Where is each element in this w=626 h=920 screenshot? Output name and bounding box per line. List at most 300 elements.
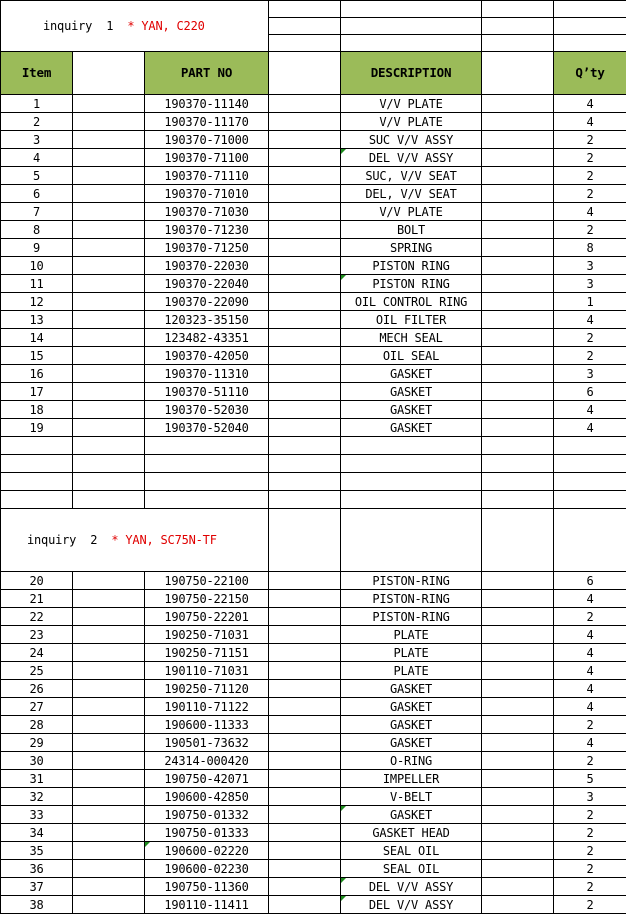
empty-cell[interactable] bbox=[482, 608, 554, 626]
empty-cell[interactable] bbox=[269, 455, 341, 473]
empty-cell[interactable] bbox=[482, 437, 554, 455]
part-no-cell[interactable]: 190750-42071 bbox=[145, 770, 269, 788]
empty-cell[interactable] bbox=[73, 52, 145, 95]
part-no-cell[interactable]: 190750-01332 bbox=[145, 806, 269, 824]
part-no-cell[interactable]: 190370-71030 bbox=[145, 203, 269, 221]
empty-cell[interactable] bbox=[482, 167, 554, 185]
item-cell[interactable]: 29 bbox=[1, 734, 73, 752]
qty-cell[interactable]: 4 bbox=[554, 734, 626, 752]
empty-cell[interactable] bbox=[73, 185, 145, 203]
empty-cell[interactable] bbox=[73, 149, 145, 167]
empty-cell[interactable] bbox=[269, 1, 341, 18]
empty-cell[interactable] bbox=[1, 455, 73, 473]
empty-cell[interactable] bbox=[269, 203, 341, 221]
description-cell[interactable]: PLATE bbox=[341, 644, 482, 662]
empty-cell[interactable] bbox=[73, 680, 145, 698]
qty-cell[interactable]: 6 bbox=[554, 572, 626, 590]
description-cell[interactable]: PISTON-RING bbox=[341, 590, 482, 608]
item-cell[interactable]: 16 bbox=[1, 365, 73, 383]
item-cell[interactable]: 36 bbox=[1, 860, 73, 878]
qty-cell[interactable]: 4 bbox=[554, 680, 626, 698]
empty-cell[interactable] bbox=[269, 365, 341, 383]
description-cell[interactable]: SEAL OIL bbox=[341, 860, 482, 878]
part-no-cell[interactable]: 190370-51110 bbox=[145, 383, 269, 401]
item-cell[interactable]: 21 bbox=[1, 590, 73, 608]
empty-cell[interactable] bbox=[482, 878, 554, 896]
qty-cell[interactable]: 2 bbox=[554, 896, 626, 914]
empty-cell[interactable] bbox=[341, 437, 482, 455]
part-no-cell[interactable]: 190600-11333 bbox=[145, 716, 269, 734]
empty-cell[interactable] bbox=[269, 275, 341, 293]
empty-cell[interactable] bbox=[269, 401, 341, 419]
part-no-cell[interactable]: 190600-02230 bbox=[145, 860, 269, 878]
description-cell[interactable]: PLATE bbox=[341, 626, 482, 644]
empty-cell[interactable] bbox=[73, 221, 145, 239]
qty-cell[interactable]: 2 bbox=[554, 149, 626, 167]
empty-cell[interactable] bbox=[482, 752, 554, 770]
empty-cell[interactable] bbox=[482, 131, 554, 149]
qty-cell[interactable]: 2 bbox=[554, 860, 626, 878]
empty-cell[interactable] bbox=[73, 275, 145, 293]
empty-cell[interactable] bbox=[269, 347, 341, 365]
empty-cell[interactable] bbox=[482, 770, 554, 788]
qty-cell[interactable]: 4 bbox=[554, 95, 626, 113]
qty-cell[interactable]: 2 bbox=[554, 329, 626, 347]
qty-cell[interactable]: 3 bbox=[554, 365, 626, 383]
empty-cell[interactable] bbox=[554, 455, 626, 473]
empty-cell[interactable] bbox=[341, 1, 482, 18]
empty-cell[interactable] bbox=[269, 626, 341, 644]
empty-cell[interactable] bbox=[269, 806, 341, 824]
empty-cell[interactable] bbox=[73, 419, 145, 437]
empty-cell[interactable] bbox=[269, 18, 341, 35]
part-no-cell[interactable]: 190250-71151 bbox=[145, 644, 269, 662]
empty-cell[interactable] bbox=[269, 698, 341, 716]
item-cell[interactable]: 34 bbox=[1, 824, 73, 842]
qty-cell[interactable]: 2 bbox=[554, 167, 626, 185]
description-cell[interactable]: GASKET HEAD bbox=[341, 824, 482, 842]
part-no-cell[interactable]: 190370-42050 bbox=[145, 347, 269, 365]
empty-cell[interactable] bbox=[554, 437, 626, 455]
part-no-cell[interactable]: 190600-42850 bbox=[145, 788, 269, 806]
empty-cell[interactable] bbox=[269, 52, 341, 95]
header-item[interactable]: Item bbox=[1, 52, 73, 95]
empty-cell[interactable] bbox=[73, 770, 145, 788]
empty-cell[interactable] bbox=[73, 383, 145, 401]
empty-cell[interactable] bbox=[269, 311, 341, 329]
description-cell[interactable]: GASKET bbox=[341, 734, 482, 752]
description-cell[interactable]: PISTON RING bbox=[341, 275, 482, 293]
empty-cell[interactable] bbox=[482, 680, 554, 698]
empty-cell[interactable] bbox=[73, 842, 145, 860]
item-cell[interactable]: 1 bbox=[1, 95, 73, 113]
qty-cell[interactable]: 6 bbox=[554, 383, 626, 401]
part-no-cell[interactable]: 123482-43351 bbox=[145, 329, 269, 347]
empty-cell[interactable] bbox=[482, 455, 554, 473]
qty-cell[interactable]: 2 bbox=[554, 716, 626, 734]
empty-cell[interactable] bbox=[1, 473, 73, 491]
qty-cell[interactable]: 4 bbox=[554, 662, 626, 680]
empty-cell[interactable] bbox=[482, 149, 554, 167]
empty-cell[interactable] bbox=[269, 644, 341, 662]
description-cell[interactable]: DEL V/V ASSY bbox=[341, 149, 482, 167]
description-cell[interactable]: GASKET bbox=[341, 806, 482, 824]
empty-cell[interactable] bbox=[482, 275, 554, 293]
empty-cell[interactable] bbox=[1, 491, 73, 509]
empty-cell[interactable] bbox=[554, 473, 626, 491]
part-no-cell[interactable]: 190370-71250 bbox=[145, 239, 269, 257]
empty-cell[interactable] bbox=[554, 18, 626, 35]
empty-cell[interactable] bbox=[73, 455, 145, 473]
item-cell[interactable]: 10 bbox=[1, 257, 73, 275]
description-cell[interactable]: OIL FILTER bbox=[341, 311, 482, 329]
item-cell[interactable]: 27 bbox=[1, 698, 73, 716]
empty-cell[interactable] bbox=[269, 257, 341, 275]
empty-cell[interactable] bbox=[341, 455, 482, 473]
description-cell[interactable]: PISTON RING bbox=[341, 257, 482, 275]
empty-cell[interactable] bbox=[269, 185, 341, 203]
description-cell[interactable]: BOLT bbox=[341, 221, 482, 239]
description-cell[interactable]: MECH SEAL bbox=[341, 329, 482, 347]
qty-cell[interactable]: 2 bbox=[554, 806, 626, 824]
empty-cell[interactable] bbox=[73, 95, 145, 113]
empty-cell[interactable] bbox=[73, 896, 145, 914]
part-no-cell[interactable]: 190370-71010 bbox=[145, 185, 269, 203]
qty-cell[interactable]: 3 bbox=[554, 788, 626, 806]
item-cell[interactable]: 20 bbox=[1, 572, 73, 590]
empty-cell[interactable] bbox=[269, 590, 341, 608]
empty-cell[interactable] bbox=[482, 293, 554, 311]
empty-cell[interactable] bbox=[482, 644, 554, 662]
empty-cell[interactable] bbox=[73, 329, 145, 347]
item-cell[interactable]: 5 bbox=[1, 167, 73, 185]
empty-cell[interactable] bbox=[482, 860, 554, 878]
empty-cell[interactable] bbox=[73, 860, 145, 878]
inquiry-1-title-cell[interactable] bbox=[1, 1, 269, 52]
empty-cell[interactable] bbox=[482, 311, 554, 329]
empty-cell[interactable] bbox=[269, 572, 341, 590]
qty-cell[interactable]: 2 bbox=[554, 131, 626, 149]
item-cell[interactable]: 15 bbox=[1, 347, 73, 365]
item-cell[interactable]: 6 bbox=[1, 185, 73, 203]
part-no-cell[interactable]: 190370-71230 bbox=[145, 221, 269, 239]
empty-cell[interactable] bbox=[269, 383, 341, 401]
description-cell[interactable]: GASKET bbox=[341, 680, 482, 698]
empty-cell[interactable] bbox=[145, 491, 269, 509]
part-no-cell[interactable]: 190501-73632 bbox=[145, 734, 269, 752]
empty-cell[interactable] bbox=[269, 131, 341, 149]
part-no-cell[interactable]: 190600-02220 bbox=[145, 842, 269, 860]
empty-cell[interactable] bbox=[341, 35, 482, 52]
empty-cell[interactable] bbox=[73, 437, 145, 455]
empty-cell[interactable] bbox=[482, 824, 554, 842]
item-cell[interactable]: 37 bbox=[1, 878, 73, 896]
description-cell[interactable]: OIL SEAL bbox=[341, 347, 482, 365]
empty-cell[interactable] bbox=[482, 221, 554, 239]
empty-cell[interactable] bbox=[482, 365, 554, 383]
item-cell[interactable]: 14 bbox=[1, 329, 73, 347]
description-cell[interactable]: GASKET bbox=[341, 401, 482, 419]
empty-cell[interactable] bbox=[554, 35, 626, 52]
empty-cell[interactable] bbox=[269, 293, 341, 311]
empty-cell[interactable] bbox=[73, 698, 145, 716]
empty-cell[interactable] bbox=[73, 608, 145, 626]
empty-cell[interactable] bbox=[482, 806, 554, 824]
header-part-no[interactable]: PART NO bbox=[145, 52, 269, 95]
empty-cell[interactable] bbox=[482, 896, 554, 914]
empty-cell[interactable] bbox=[73, 824, 145, 842]
item-cell[interactable]: 13 bbox=[1, 311, 73, 329]
empty-cell[interactable] bbox=[145, 455, 269, 473]
description-cell[interactable]: PLATE bbox=[341, 662, 482, 680]
qty-cell[interactable]: 8 bbox=[554, 239, 626, 257]
empty-cell[interactable] bbox=[73, 293, 145, 311]
description-cell[interactable]: DEL, V/V SEAT bbox=[341, 185, 482, 203]
description-cell[interactable]: GASKET bbox=[341, 383, 482, 401]
empty-cell[interactable] bbox=[482, 329, 554, 347]
empty-cell[interactable] bbox=[73, 347, 145, 365]
empty-cell[interactable] bbox=[269, 824, 341, 842]
empty-cell[interactable] bbox=[269, 860, 341, 878]
empty-cell[interactable] bbox=[269, 770, 341, 788]
empty-cell[interactable] bbox=[269, 221, 341, 239]
empty-cell[interactable] bbox=[269, 608, 341, 626]
qty-cell[interactable]: 4 bbox=[554, 203, 626, 221]
empty-cell[interactable] bbox=[73, 734, 145, 752]
part-no-cell[interactable]: 190370-52040 bbox=[145, 419, 269, 437]
empty-cell[interactable] bbox=[269, 473, 341, 491]
empty-cell[interactable] bbox=[482, 491, 554, 509]
item-cell[interactable]: 8 bbox=[1, 221, 73, 239]
empty-cell[interactable] bbox=[482, 18, 554, 35]
qty-cell[interactable]: 2 bbox=[554, 824, 626, 842]
part-no-cell[interactable]: 190750-11360 bbox=[145, 878, 269, 896]
empty-cell[interactable] bbox=[482, 113, 554, 131]
empty-cell[interactable] bbox=[482, 473, 554, 491]
empty-cell[interactable] bbox=[269, 734, 341, 752]
description-cell[interactable]: GASKET bbox=[341, 419, 482, 437]
empty-cell[interactable] bbox=[1, 437, 73, 455]
description-cell[interactable]: PISTON-RING bbox=[341, 572, 482, 590]
empty-cell[interactable] bbox=[554, 509, 626, 572]
empty-cell[interactable] bbox=[269, 509, 341, 572]
item-cell[interactable]: 28 bbox=[1, 716, 73, 734]
empty-cell[interactable] bbox=[269, 329, 341, 347]
qty-cell[interactable]: 2 bbox=[554, 842, 626, 860]
item-cell[interactable]: 11 bbox=[1, 275, 73, 293]
empty-cell[interactable] bbox=[269, 752, 341, 770]
part-no-cell[interactable]: 190110-71122 bbox=[145, 698, 269, 716]
part-no-cell[interactable]: 190370-11170 bbox=[145, 113, 269, 131]
part-no-cell[interactable]: 190750-22201 bbox=[145, 608, 269, 626]
description-cell[interactable]: DEL V/V ASSY bbox=[341, 878, 482, 896]
empty-cell[interactable] bbox=[73, 572, 145, 590]
empty-cell[interactable] bbox=[269, 35, 341, 52]
empty-cell[interactable] bbox=[73, 644, 145, 662]
empty-cell[interactable] bbox=[341, 473, 482, 491]
empty-cell[interactable] bbox=[482, 716, 554, 734]
empty-cell[interactable] bbox=[482, 662, 554, 680]
description-cell[interactable]: SUC, V/V SEAT bbox=[341, 167, 482, 185]
item-cell[interactable]: 22 bbox=[1, 608, 73, 626]
empty-cell[interactable] bbox=[73, 878, 145, 896]
description-cell[interactable]: OIL CONTROL RING bbox=[341, 293, 482, 311]
description-cell[interactable]: GASKET bbox=[341, 365, 482, 383]
empty-cell[interactable] bbox=[269, 680, 341, 698]
qty-cell[interactable]: 4 bbox=[554, 113, 626, 131]
empty-cell[interactable] bbox=[482, 257, 554, 275]
qty-cell[interactable]: 4 bbox=[554, 419, 626, 437]
item-cell[interactable]: 38 bbox=[1, 896, 73, 914]
qty-cell[interactable]: 3 bbox=[554, 257, 626, 275]
empty-cell[interactable] bbox=[73, 473, 145, 491]
description-cell[interactable]: DEL V/V ASSY bbox=[341, 896, 482, 914]
empty-cell[interactable] bbox=[482, 419, 554, 437]
header-description[interactable]: DESCRIPTION bbox=[341, 52, 482, 95]
empty-cell[interactable] bbox=[73, 401, 145, 419]
empty-cell[interactable] bbox=[269, 113, 341, 131]
empty-cell[interactable] bbox=[482, 35, 554, 52]
empty-cell[interactable] bbox=[482, 185, 554, 203]
empty-cell[interactable] bbox=[145, 437, 269, 455]
empty-cell[interactable] bbox=[73, 131, 145, 149]
empty-cell[interactable] bbox=[482, 842, 554, 860]
empty-cell[interactable] bbox=[73, 257, 145, 275]
empty-cell[interactable] bbox=[482, 698, 554, 716]
empty-cell[interactable] bbox=[73, 311, 145, 329]
empty-cell[interactable] bbox=[482, 734, 554, 752]
empty-cell[interactable] bbox=[482, 626, 554, 644]
item-cell[interactable]: 25 bbox=[1, 662, 73, 680]
empty-cell[interactable] bbox=[269, 239, 341, 257]
part-no-cell[interactable]: 190750-22100 bbox=[145, 572, 269, 590]
part-no-cell[interactable]: 190370-22090 bbox=[145, 293, 269, 311]
empty-cell[interactable] bbox=[482, 383, 554, 401]
qty-cell[interactable]: 2 bbox=[554, 185, 626, 203]
item-cell[interactable]: 3 bbox=[1, 131, 73, 149]
item-cell[interactable]: 4 bbox=[1, 149, 73, 167]
description-cell[interactable]: V-BELT bbox=[341, 788, 482, 806]
empty-cell[interactable] bbox=[482, 95, 554, 113]
item-cell[interactable]: 12 bbox=[1, 293, 73, 311]
item-cell[interactable]: 31 bbox=[1, 770, 73, 788]
empty-cell[interactable] bbox=[341, 509, 482, 572]
empty-cell[interactable] bbox=[554, 1, 626, 18]
empty-cell[interactable] bbox=[269, 662, 341, 680]
empty-cell[interactable] bbox=[482, 347, 554, 365]
item-cell[interactable]: 2 bbox=[1, 113, 73, 131]
item-cell[interactable]: 30 bbox=[1, 752, 73, 770]
empty-cell[interactable] bbox=[269, 896, 341, 914]
item-cell[interactable]: 26 bbox=[1, 680, 73, 698]
empty-cell[interactable] bbox=[482, 239, 554, 257]
qty-cell[interactable]: 4 bbox=[554, 626, 626, 644]
qty-cell[interactable]: 3 bbox=[554, 275, 626, 293]
empty-cell[interactable] bbox=[482, 401, 554, 419]
description-cell[interactable]: SEAL OIL bbox=[341, 842, 482, 860]
qty-cell[interactable]: 2 bbox=[554, 608, 626, 626]
item-cell[interactable]: 18 bbox=[1, 401, 73, 419]
header-qty[interactable]: Q’ty bbox=[554, 52, 626, 95]
description-cell[interactable]: GASKET bbox=[341, 698, 482, 716]
empty-cell[interactable] bbox=[482, 509, 554, 572]
empty-cell[interactable] bbox=[269, 491, 341, 509]
empty-cell[interactable] bbox=[341, 491, 482, 509]
empty-cell[interactable] bbox=[269, 149, 341, 167]
item-cell[interactable]: 23 bbox=[1, 626, 73, 644]
empty-cell[interactable] bbox=[73, 752, 145, 770]
empty-cell[interactable] bbox=[269, 878, 341, 896]
part-no-cell[interactable]: 190370-71000 bbox=[145, 131, 269, 149]
qty-cell[interactable]: 2 bbox=[554, 752, 626, 770]
qty-cell[interactable]: 1 bbox=[554, 293, 626, 311]
empty-cell[interactable] bbox=[73, 203, 145, 221]
item-cell[interactable]: 35 bbox=[1, 842, 73, 860]
empty-cell[interactable] bbox=[73, 491, 145, 509]
description-cell[interactable]: IMPELLER bbox=[341, 770, 482, 788]
description-cell[interactable]: GASKET bbox=[341, 716, 482, 734]
empty-cell[interactable] bbox=[269, 437, 341, 455]
item-cell[interactable]: 33 bbox=[1, 806, 73, 824]
part-no-cell[interactable]: 190750-01333 bbox=[145, 824, 269, 842]
part-no-cell[interactable]: 190370-11140 bbox=[145, 95, 269, 113]
empty-cell[interactable] bbox=[73, 365, 145, 383]
empty-cell[interactable] bbox=[482, 788, 554, 806]
description-cell[interactable]: O-RING bbox=[341, 752, 482, 770]
empty-cell[interactable] bbox=[269, 842, 341, 860]
part-no-cell[interactable]: 190370-71100 bbox=[145, 149, 269, 167]
item-cell[interactable]: 7 bbox=[1, 203, 73, 221]
qty-cell[interactable]: 4 bbox=[554, 401, 626, 419]
item-cell[interactable]: 9 bbox=[1, 239, 73, 257]
empty-cell[interactable] bbox=[269, 716, 341, 734]
part-no-cell[interactable]: 190110-11411 bbox=[145, 896, 269, 914]
item-cell[interactable]: 19 bbox=[1, 419, 73, 437]
description-cell[interactable]: V/V PLATE bbox=[341, 95, 482, 113]
empty-cell[interactable] bbox=[73, 113, 145, 131]
qty-cell[interactable]: 4 bbox=[554, 590, 626, 608]
empty-cell[interactable] bbox=[73, 716, 145, 734]
empty-cell[interactable] bbox=[341, 18, 482, 35]
part-no-cell[interactable]: 190370-71110 bbox=[145, 167, 269, 185]
empty-cell[interactable] bbox=[482, 52, 554, 95]
part-no-cell[interactable]: 190370-22040 bbox=[145, 275, 269, 293]
part-no-cell[interactable]: 190370-52030 bbox=[145, 401, 269, 419]
part-no-cell[interactable]: 190370-11310 bbox=[145, 365, 269, 383]
part-no-cell[interactable]: 24314-000420 bbox=[145, 752, 269, 770]
empty-cell[interactable] bbox=[269, 419, 341, 437]
qty-cell[interactable]: 4 bbox=[554, 311, 626, 329]
empty-cell[interactable] bbox=[73, 806, 145, 824]
part-no-cell[interactable]: 190110-71031 bbox=[145, 662, 269, 680]
empty-cell[interactable] bbox=[482, 572, 554, 590]
empty-cell[interactable] bbox=[482, 1, 554, 18]
empty-cell[interactable] bbox=[73, 590, 145, 608]
empty-cell[interactable] bbox=[482, 590, 554, 608]
item-cell[interactable]: 17 bbox=[1, 383, 73, 401]
qty-cell[interactable]: 5 bbox=[554, 770, 626, 788]
empty-cell[interactable] bbox=[269, 167, 341, 185]
qty-cell[interactable]: 4 bbox=[554, 644, 626, 662]
qty-cell[interactable]: 2 bbox=[554, 347, 626, 365]
empty-cell[interactable] bbox=[145, 473, 269, 491]
qty-cell[interactable]: 4 bbox=[554, 698, 626, 716]
empty-cell[interactable] bbox=[269, 788, 341, 806]
empty-cell[interactable] bbox=[73, 662, 145, 680]
empty-cell[interactable] bbox=[73, 239, 145, 257]
description-cell[interactable]: V/V PLATE bbox=[341, 113, 482, 131]
item-cell[interactable]: 24 bbox=[1, 644, 73, 662]
